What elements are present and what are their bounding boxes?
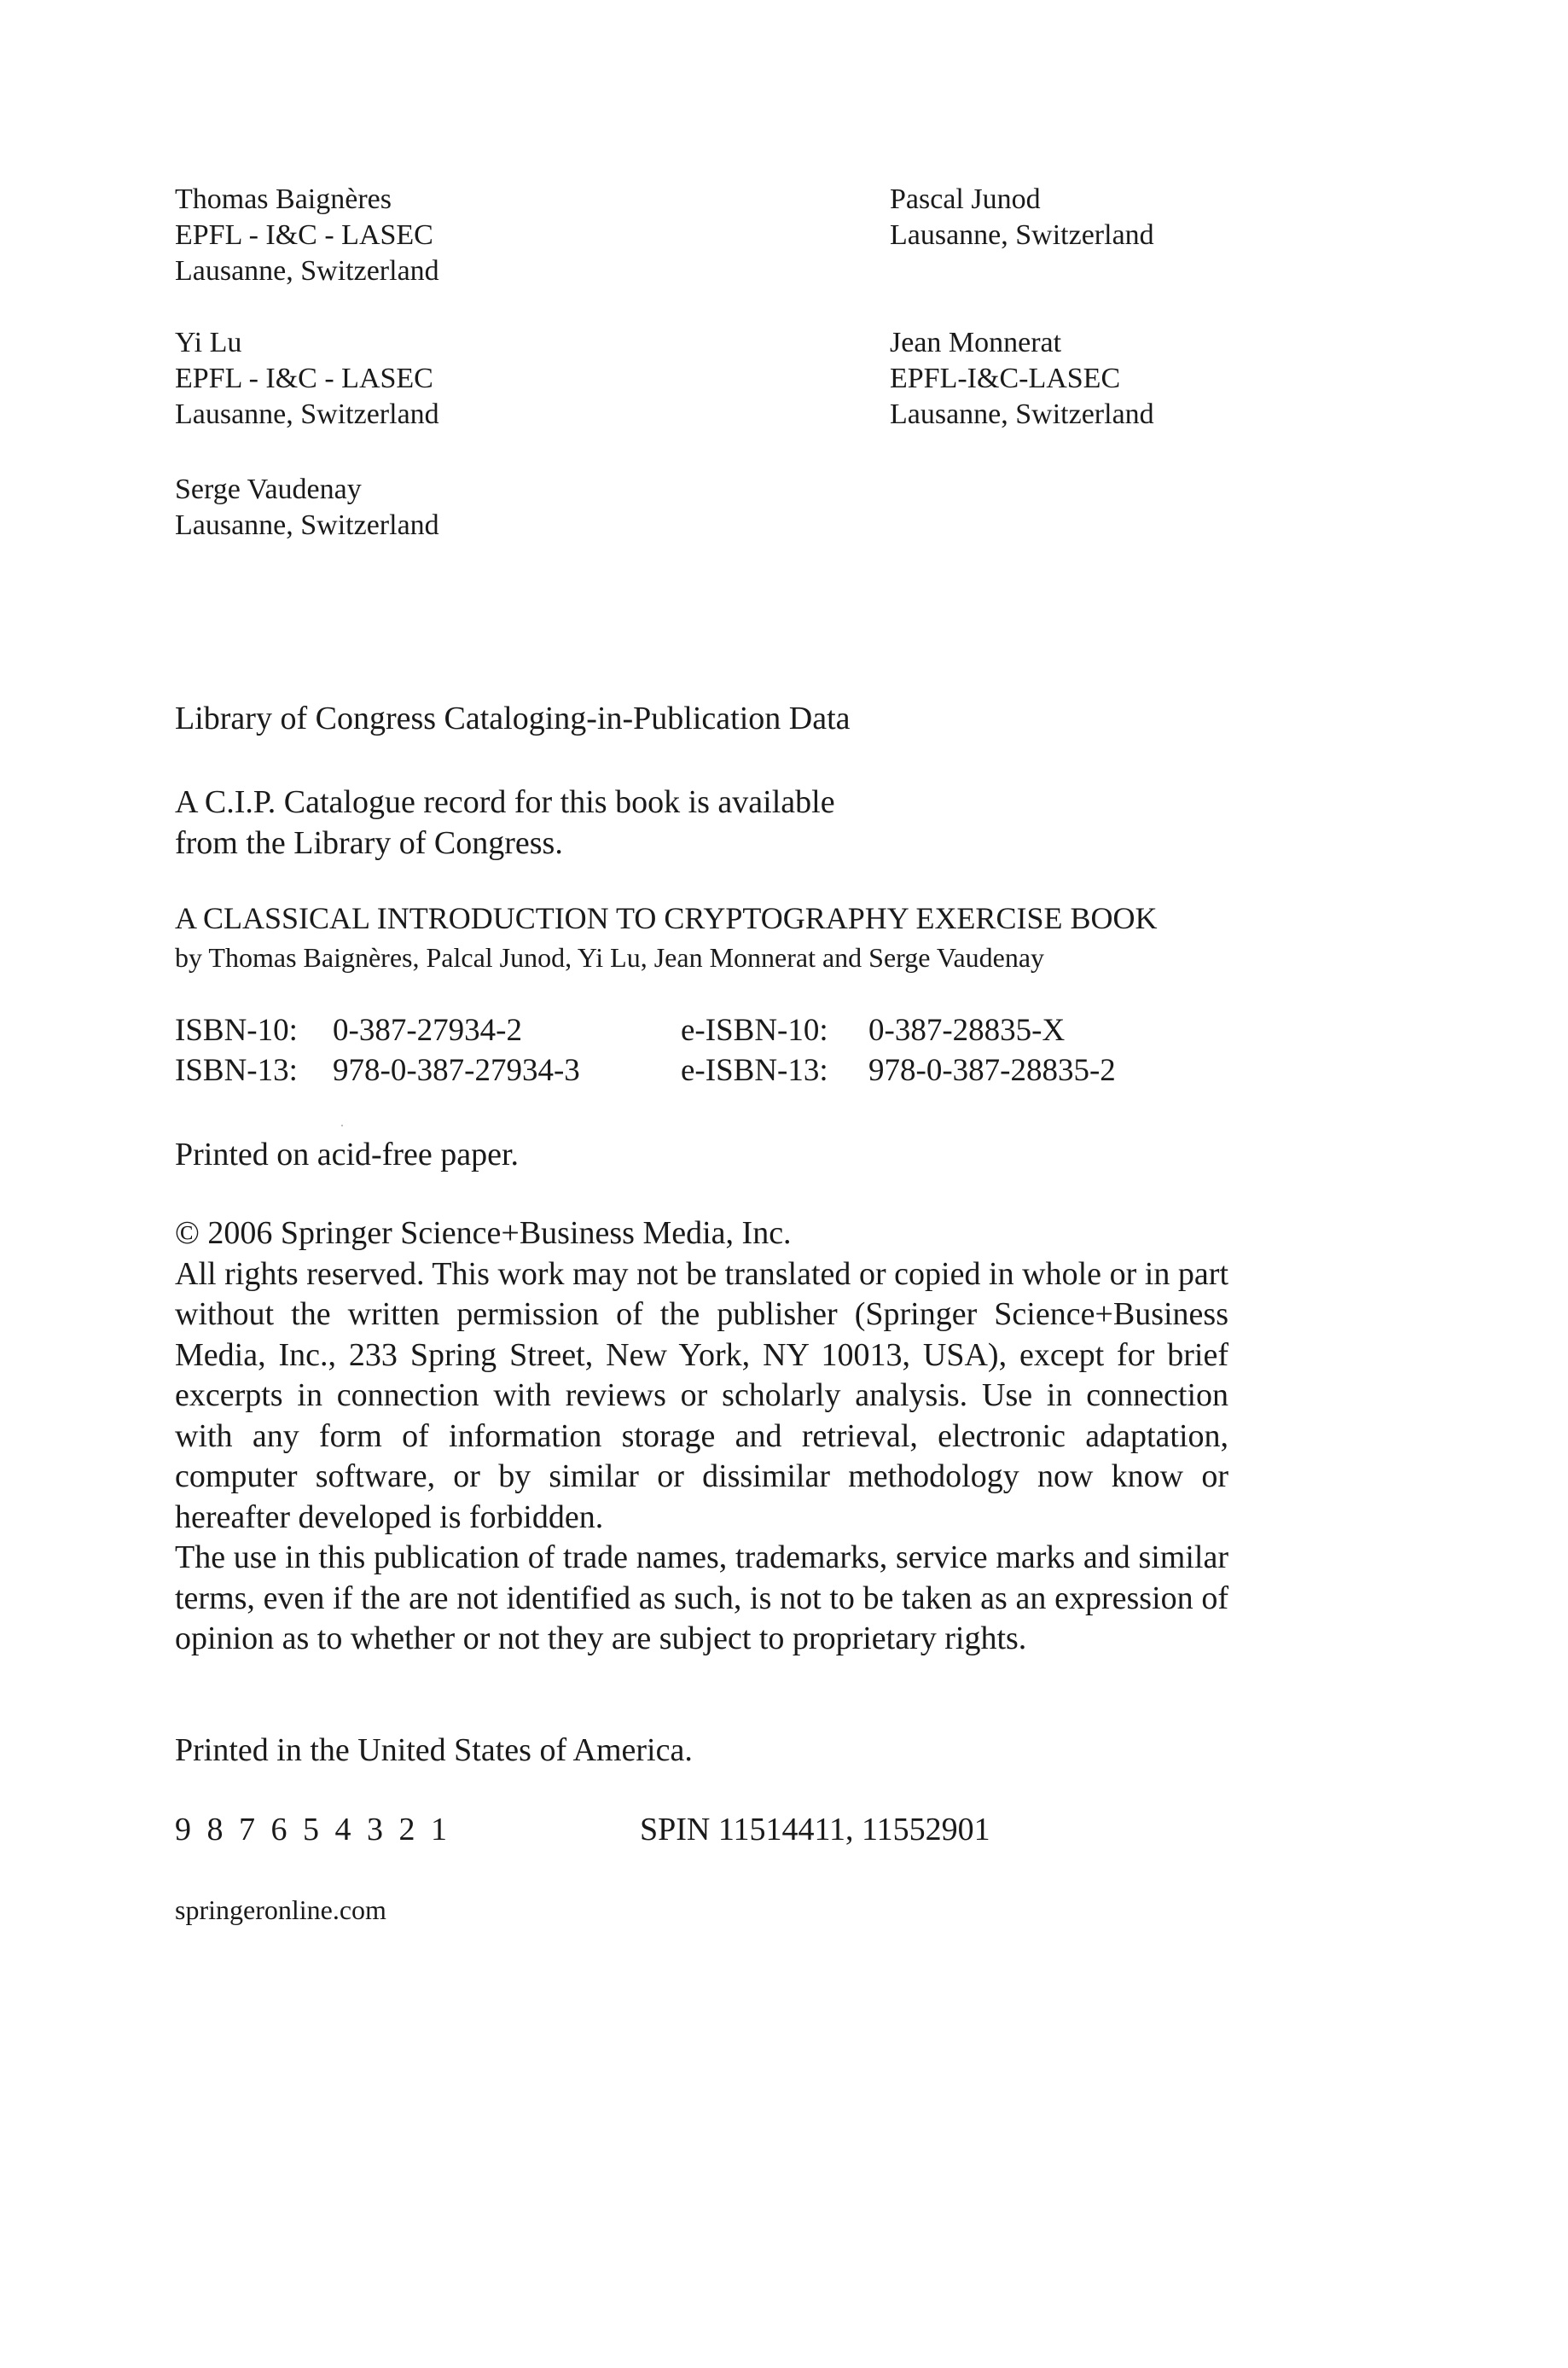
- cip-line-2: from the Library of Congress.: [175, 825, 563, 861]
- author-block-baigneres: [175, 182, 439, 289]
- author-affiliation: EPFL - I&C - LASEC: [175, 219, 433, 251]
- copyright-notice: [175, 1213, 1228, 1660]
- author-location: Lausanne, Switzerland: [175, 255, 439, 287]
- book-title: A CLASSICAL INTRODUCTION TO CRYPTOGRAPHY EXERCISE BOOK: [175, 901, 1158, 935]
- eisbn10-value: 0-387-28835-X: [868, 1013, 1066, 1048]
- author-block-lu: [175, 325, 439, 433]
- author-affiliation: EPFL - I&C - LASEC: [175, 363, 433, 394]
- cip-line-1: A C.I.P. Catalogue record for this book is available: [175, 784, 835, 820]
- scan-speck: [341, 1125, 343, 1126]
- author-block-monnerat: [890, 325, 1154, 433]
- isbn10-label: ISBN-10:: [175, 1013, 298, 1048]
- author-affiliation: EPFL-I&C-LASEC: [890, 363, 1121, 394]
- eisbn10-label: e-ISBN-10:: [681, 1013, 828, 1048]
- website: springeronline.com: [175, 1894, 386, 1925]
- author-block-junod: [890, 182, 1154, 253]
- book-byline: by Thomas Baignères, Palcal Junod, Yi Lu, Jean Monnerat and Serge Vaudenay: [175, 942, 1045, 973]
- trademarks-paragraph: The use in this publication of trade names, trademarks, service marks and similar terms, even if the are not identified as such, is not to be taken as an expression of opinion as to whether or not they are subject to proprietary rights.: [175, 1539, 1228, 1656]
- isbn13-value: 978-0-387-27934-3: [333, 1053, 580, 1088]
- isbn13-label: ISBN-13:: [175, 1053, 298, 1088]
- eisbn13-label: e-ISBN-13:: [681, 1053, 828, 1088]
- author-block-vaudenay: [175, 472, 439, 544]
- paper-note: Printed on acid-free paper.: [175, 1137, 520, 1172]
- author-name: Pascal Junod: [890, 183, 1041, 215]
- isbn10-value: 0-387-27934-2: [333, 1013, 522, 1048]
- author-name: Serge Vaudenay: [175, 474, 362, 505]
- spin-number: SPIN 11514411, 11552901: [640, 1812, 990, 1847]
- author-location: Lausanne, Switzerland: [890, 399, 1154, 430]
- author-location: Lausanne, Switzerland: [890, 219, 1154, 251]
- author-location: Lausanne, Switzerland: [175, 509, 439, 541]
- author-name: Yi Lu: [175, 327, 242, 358]
- cip-heading: Library of Congress Cataloging-in-Publication Data: [175, 701, 851, 736]
- eisbn13-value: 978-0-387-28835-2: [868, 1053, 1116, 1088]
- copyright-line: © 2006 Springer Science+Business Media, Inc.: [175, 1215, 792, 1251]
- author-location: Lausanne, Switzerland: [175, 399, 439, 430]
- printed-in: Printed in the United States of America.: [175, 1732, 693, 1768]
- rights-paragraph: All rights reserved. This work may not be translated or copied in whole or in part without the written permission of the publisher (Springer Science+Business Media, Inc., 233 Spring Street, New York, NY 10013, USA), except for brief excerpts in connection with reviews or scholarly analysis. Use in connection with any form of information storage and retrieval, electronic adaptation, computer software, or by similar or dissimilar methodology now know or hereafter developed is forbidden.: [175, 1255, 1228, 1535]
- print-line: 9 8 7 6 5 4 3 2 1: [175, 1812, 447, 1847]
- author-name: Jean Monnerat: [890, 327, 1062, 358]
- author-name: Thomas Baignères: [175, 183, 392, 215]
